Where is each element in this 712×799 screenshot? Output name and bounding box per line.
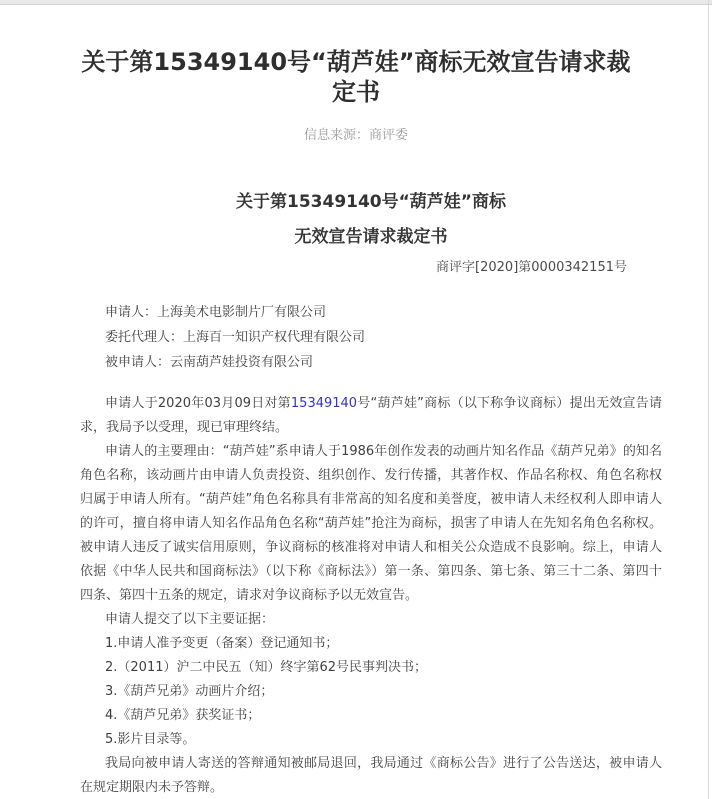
evidence-item-1: 1.申请人准予变更（备案）登记通知书； bbox=[105, 636, 339, 651]
ruling-document bbox=[80, 185, 662, 799]
document-heading-line2: 无效宣告请求裁定书 bbox=[294, 227, 448, 247]
agent-line: 委托代理人：上海百一知识产权代理有限公司 bbox=[105, 330, 366, 345]
evidence-header: 申请人提交了以下主要证据： bbox=[105, 612, 275, 627]
top-divider-bar bbox=[0, 0, 712, 5]
document-heading-line1: 关于第15349140号“葫芦娃”商标 bbox=[236, 192, 506, 212]
paragraph-main-reasons: 申请人的主要理由：“葫芦娃”系申请人于1986年创作发表的动画片知名作品《葫芦兄弟》的知名角色名称，该动画片由申请人负责投资、组织创作、发行传播，其著作权、作品名称权、角色名称权归属于申请人所有。“葫芦娃”角色名称具有非常高的知名度和美誉度，被申请人未经权利人即申请人的许可，擅自将申请人知名作品角色名称“葫芦娃”抢注为商标，损害了申请人在先知名角色名称权。被申请人违反了诚实信用原则，争议商标的核准将对申请人和相关公众造成不良影响。综上，申请人依据《中华人民共和国商标法》（以下称《商标法》）第一条、第四条、第七条、第三十二条、第四十四条、第四十五条的规定，请求对争议商标予以无效宣告。 bbox=[80, 444, 662, 603]
paragraph-filing bbox=[80, 392, 662, 440]
parties-block bbox=[80, 300, 662, 375]
evidence-item-3: 3.《葫芦兄弟》动画片介绍； bbox=[105, 684, 274, 699]
evidence-item-5: 5.影片目录等。 bbox=[105, 732, 196, 747]
evidence-item-4: 4.《葫芦兄弟》获奖证书； bbox=[105, 708, 261, 723]
right-edge-divider bbox=[708, 0, 709, 799]
paragraph-filing-suffix: 号“葫芦娃”商标（以下称争议商标）提出无效宣告请求，我局予以受理，现已审理终结。 bbox=[80, 396, 662, 435]
respondent-line: 被申请人：云南葫芦娃投资有限公司 bbox=[105, 355, 314, 370]
applicant-line: 申请人：上海美术电影制片厂有限公司 bbox=[105, 305, 327, 320]
info-source-label: 信息来源：商评委 bbox=[303, 128, 408, 143]
case-reference-number: 商评字[2020]第0000342151号 bbox=[436, 260, 627, 275]
evidence-item-2: 2.（2011）沪二中民五（知）终字第62号民事判决书； bbox=[105, 660, 428, 675]
page-title: 关于第15349140号“葫芦娃”商标无效宣告请求裁定书 bbox=[81, 48, 631, 106]
document-body bbox=[80, 392, 662, 799]
trademark-number-link[interactable]: 15349140 bbox=[290, 396, 358, 411]
paragraph-closing: 我局向被申请人寄送的答辩通知被邮局退回，我局通过《商标公告》进行了公告送达，被申请人在规定期限内未予答辩。 bbox=[80, 756, 662, 795]
paragraph-filing-prefix: 申请人于2020年03月09日对第 bbox=[105, 396, 291, 411]
